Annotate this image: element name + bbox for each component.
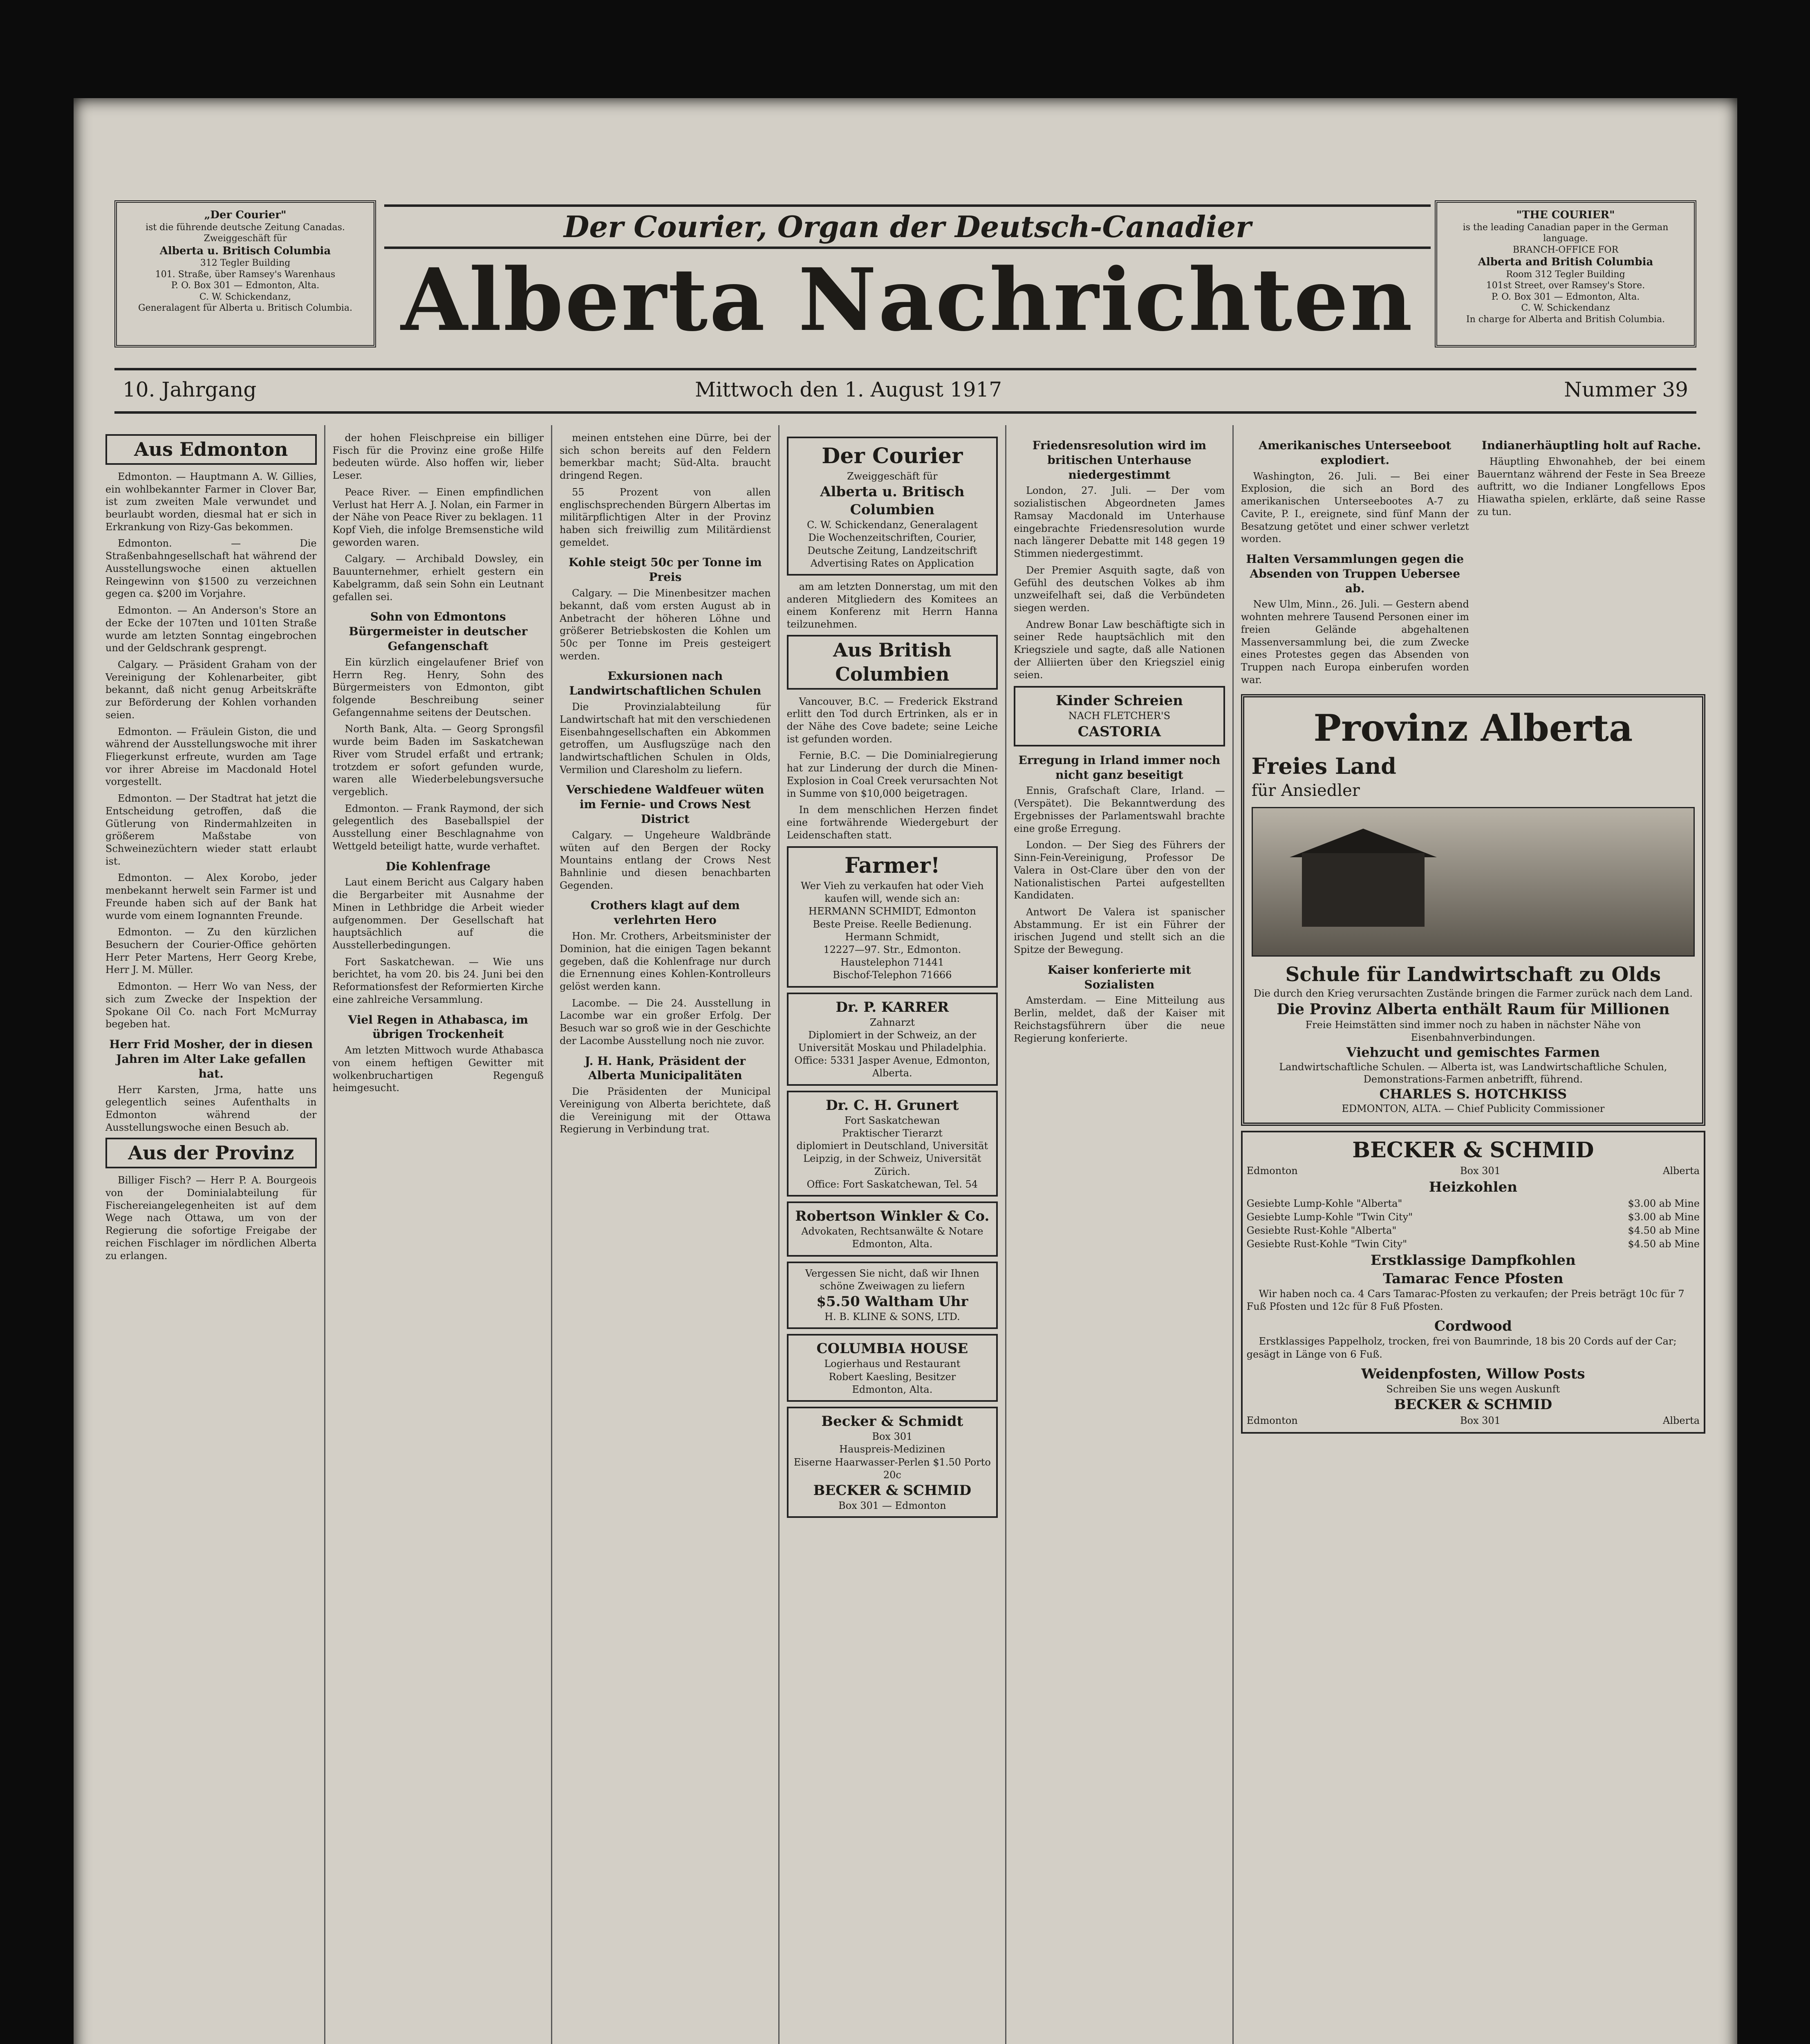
article-paragraph: Die Präsidenten der Municipal Vereinigung von Alberta berichtete, daß die Vereinigung mit der Ottawa Regierung in Verbindung trat. — [560, 1086, 771, 1135]
article-paragraph: Calgary. — Archibald Dowsley, ein Bauunternehmer, erhielt gestern ein Kabelgramm, daß sein Sohn ein Leutnant gefallen sei. — [332, 553, 544, 603]
article-paragraph: Edmonton. — Der Stadtrat hat jetzt die Entscheidung getroffen, daß die Gütlerung von Rindermahlzeiten in größerem Maßstabe von Schweinezüchtern wieder statt erlaubt ist. — [105, 793, 317, 867]
ad-address-row — [1247, 1165, 1700, 1177]
courier-ad — [787, 437, 998, 576]
ad-paragraph: Erstklassiges Pappelholz, trocken, frei von Baumrinde, 18 bis 20 Cords auf der Car; gesägt in Länge von 6 Fuß. — [1246, 1336, 1677, 1360]
ad-title: Dr. P. KARRER — [836, 999, 949, 1015]
ad-subheading: Erstklassige Dampfkohlen — [1370, 1252, 1576, 1269]
ad-line: Alberta u. Britisch Columbien — [820, 483, 965, 518]
article-headline: Viel Regen in Athabasca, im übrigen Trockenheit — [348, 1013, 529, 1041]
ad-title: Der Courier — [822, 444, 963, 468]
article-headline: Amerikanisches Unterseeboot explodiert. — [1259, 439, 1452, 467]
ad-line: diplomiert in Deutschland, Universität Leipzig, in der Schweiz, Universität Zürich. — [796, 1140, 988, 1177]
masthead — [98, 114, 1713, 425]
ad-line: HERMANN SCHMIDT, Edmonton — [808, 905, 976, 917]
ad-line: Edmonton, Alta. — [852, 1383, 933, 1395]
article-headline: Halten Versammlungen gegen die Absenden von Truppen Uebersee ab. — [1246, 552, 1464, 595]
ad-line: H. B. KLINE & SONS, LTD. — [824, 1311, 960, 1323]
column-4 — [780, 425, 1007, 2044]
price-row — [1247, 1224, 1700, 1237]
article-paragraph: Edmonton. — Herr Wo van Ness, der sich zum Zwecke der Inspektion der Spokane Oil Co. nach Fort McMurray begeben hat. — [105, 981, 317, 1030]
ear-line: C. W. Schickendanz — [1521, 303, 1610, 313]
section-heading: Aus Edmonton — [105, 434, 317, 465]
article-paragraph: Edmonton. — An Anderson's Store an der Ecke der 107ten und 101ten Straße wurde am letzten Sonntag eingebrochen und der Geldschrank gesprengt. — [105, 605, 317, 654]
article-paragraph: Calgary. — Die Minenbesitzer machen bekannt, daß vom ersten August ab in Anbetracht der höheren Löhne und größerer Betriebskosten die Kohlen um 50c per Tonne im Preis gesteigert werden. — [560, 587, 771, 662]
ad-line: Vergessen Sie nicht, daß wir Ihnen schöne Zweiwagen zu liefern — [805, 1267, 979, 1292]
article-paragraph: Billiger Fisch? — Herr P. A. Bourgeois von der Dominialabteilung für Fischereiangelegenheiten ist auf dem Wege nach Ottawa, um von der Regierung die sofortige Freigabe der reichen Fischlager im nördlichen Alberta zu erlangen. — [105, 1174, 317, 1262]
article-headline: J. H. Hank, Präsident der Alberta Municipalitäten — [585, 1054, 746, 1083]
ad-line: Box 301 — [872, 1431, 913, 1443]
ear-line: Alberta u. Britisch Columbia — [159, 244, 331, 257]
article-paragraph: Antwort De Valera ist spanischer Abstammung. Er ist ein Führer der irischen Jugend und stellt sich an die Spitze der Bewegung. — [1014, 906, 1225, 956]
article-paragraph: Fort Saskatchewan. — Wie uns berichtet, ha vom 20. bis 24. Juni bei den Reformationsfest der Reformierten Kirche eine zahlreiche Versammlung. — [332, 956, 544, 1005]
article-paragraph: Edmonton. — Fräulein Giston, die und während der Ausstellungswoche mit ihrer Fliegerkunst erfreute, wurden am Tage vor ihrer Abreise im Macdonald Hotel vorgestellt. — [105, 726, 317, 788]
ad-line: $5.50 Waltham Uhr — [816, 1293, 968, 1310]
article-paragraph: Der Premier Asquith sagte, daß von Gefühl des deutschen Volkes ab ihm unzweifelhaft sei, daß die Verbündeten siegen werden. — [1014, 564, 1225, 614]
ad-footer-title: BECKER & SCHMID — [1394, 1396, 1552, 1413]
becker-schmid-price-list — [1241, 1131, 1705, 1434]
article-paragraph: Laut einem Bericht aus Calgary haben die Bergarbeiter mit Ausnahme der Minen in Lethbridge die Arbeit wieder aufgenommen. Der Gesellschaft hat hauptsächlich auf die Ausstellerbedingungen. — [332, 876, 544, 951]
ad-title: Farmer! — [845, 853, 940, 879]
price-item: Gesiebte Rust-Kohle "Twin City" — [1246, 1238, 1407, 1250]
farmer-ad — [787, 846, 998, 987]
ear-line: Room 312 Tegler Building — [1506, 269, 1625, 280]
news-left — [1241, 432, 1469, 690]
ad-line: Hauspreis-Medizinen — [839, 1443, 945, 1455]
column-6 — [1234, 425, 1713, 2044]
price-value: $4.50 ab Mine — [1628, 1238, 1700, 1250]
ad-line: Beste Preise. Reelle Bedienung. — [813, 918, 972, 930]
ad-line: Haustelephon 71441 — [840, 957, 944, 968]
issue-number: Nummer 39 — [1564, 378, 1688, 401]
ear-line: Generalagent für Alberta u. Britisch Columbia. — [138, 303, 352, 313]
ear-line: ist die führende deutsche Zeitung Canadas. — [146, 222, 345, 233]
article-paragraph: Herr Karsten, Jrma, hatte uns gelegentlich seines Aufenthalts in Edmonton während der Ausstellungswoche einen Besuch ab. — [105, 1084, 317, 1133]
article-paragraph: Fernie, B.C. — Die Dominialregierung hat zur Linderung der durch die Minen-Explosion in Coal Creek verursachten Not in Summe von $10,000 beigetragen. — [786, 750, 998, 799]
article-paragraph: Vancouver, B.C. — Frederick Ekstrand erlitt den Tod durch Ertrinken, als er in der Nähe des Cove badete; seine Leiche ist gefunden worden. — [786, 695, 998, 745]
article-headline: Indianerhäuptling holt auf Rache. — [1481, 439, 1701, 452]
ad-line: BECKER & SCHMID — [813, 1482, 972, 1499]
article-headline: Crothers klagt auf dem verlehrten Hero — [590, 899, 740, 927]
price-item: Gesiebte Rust-Kohle "Alberta" — [1246, 1225, 1397, 1237]
article-paragraph: Häuptling Ehwonahheb, der bei einem Bauerntanz während der Feste in Sea Breeze auftritt, wo die Indianer Longfellows Epos Hiawatha spielen, erklärte, daß seine Rasse zu tun. — [1477, 455, 1706, 518]
farmhouse-image — [1252, 807, 1695, 957]
column-1 — [98, 425, 325, 2044]
ad-line: C. W. Schickendanz, Generalagent — [807, 519, 978, 531]
article-paragraph: London. — Der Sieg des Führers der Sinn-Fein-Vereinigung, Professor De Valera in Ost-Clare über den von der Nationalistischen Partei aufgestellten Kandidaten. — [1014, 839, 1225, 901]
ad-title: Becker & Schmidt — [821, 1413, 963, 1430]
column-3 — [552, 425, 780, 2044]
newspaper-page — [74, 98, 1737, 2044]
ad-line: Edmonton, Alta. — [852, 1238, 933, 1250]
ad-line: Praktischer Tierarzt — [842, 1127, 943, 1139]
article-paragraph: Edmonton. — Zu den kürzlichen Besuchern der Courier-Office gehörten Herr Peter Martens, Herr Georg Krebe, Herr J. M. Müller. — [105, 926, 317, 976]
price-row — [1247, 1197, 1700, 1210]
ad-line: 12227—97. Str., Edmonton. — [823, 944, 961, 955]
left-ear-box — [114, 200, 376, 347]
issue-date: Mittwoch den 1. August 1917 — [695, 378, 1002, 401]
ad-line: Diplomiert in der Schweiz, an der Universität Moskau und Philadelphia. — [798, 1029, 986, 1054]
ad-line: Logierhaus und Restaurant — [824, 1358, 961, 1370]
ear-line: P. O. Box 301 — Edmonton, Alta. — [1491, 291, 1640, 302]
box: Box 301 — [1460, 1415, 1501, 1427]
city: Edmonton — [1246, 1415, 1298, 1427]
masthead-title: Alberta Nachrichten — [401, 249, 1414, 350]
ear-line: In charge for Alberta and British Columbia. — [1466, 314, 1665, 325]
ear-line: C. W. Schickendanz, — [199, 291, 291, 302]
volume-year: 10. Jahrgang — [123, 378, 257, 401]
article-paragraph: Peace River. — Einen empfindlichen Verlust hat Herr A. J. Nolan, ein Farmer in der Nähe von Peace River zu beklagen. 11 Kopf Vieh, die infolge Bremsenstiche wild geworden waren. — [332, 486, 544, 548]
columns — [98, 425, 1713, 2044]
price-item: Gesiebte Lump-Kohle "Alberta" — [1246, 1197, 1402, 1209]
article-paragraph: Hon. Mr. Crothers, Arbeitsminister der Dominion, hat die einigen Tagen bekannt gegeben, daß die Kohlenfrage nur durch die Ernennung eines Kohlen-Kontrolleurs gelöst werden kann. — [560, 930, 771, 993]
ad-line: Viehzucht und gemischtes Farmen — [1346, 1044, 1600, 1060]
price-item: Gesiebte Lump-Kohle "Twin City" — [1246, 1211, 1413, 1223]
ad-line: Office: Fort Saskatchewan, Tel. 54 — [806, 1178, 978, 1190]
ad-line: Zweiggeschäft für — [847, 470, 938, 482]
article-paragraph: Lacombe. — Die 24. Ausstellung in Lacombe war ein großer Erfolg. Der Besuch war so groß wie in der Geschichte der Lacombe Ausstellung noch nie zuvor. — [560, 997, 771, 1047]
article-paragraph: der hohen Fleischpreise ein billiger Fisch für die Provinz eine große Hilfe bedeuten würde. Also hoffen wir, lieber Leser. — [332, 432, 544, 482]
article-paragraph: meinen entstehen eine Dürre, bei der sich schon bereits auf den Feldern bemerkbar macht; Süd-Alta. braucht dringend Regen. — [560, 432, 771, 482]
ad-line: Fort Saskatchewan — [845, 1114, 940, 1126]
article-paragraph: Washington, 26. Juli. — Bei einer Explosion, die sich an Bord des amerikanischen Unterseebootes A-7 zu Cavite, P. I., ereignete, sind fünf Mann der Besatzung getötet und einer schwer verletzt worden. — [1241, 470, 1469, 545]
ad-line: Advertising Rates on Application — [810, 557, 974, 569]
price-value: $3.00 ab Mine — [1628, 1211, 1700, 1223]
karrer-ad — [787, 993, 998, 1086]
article-headline: Kaiser konferierte mit Sozialisten — [1047, 963, 1191, 991]
province: Alberta — [1663, 1165, 1700, 1177]
article-paragraph: Edmonton. — Die Straßenbahngesellschaft hat während der Ausstellungswoche einen aktuellen Reingewinn von $1500 zu verzeichnen gegen ca. $200 im Vorjahre. — [105, 538, 317, 600]
section-heading: Aus der Provinz — [105, 1138, 317, 1168]
article-paragraph: Edmonton. — Frank Raymond, der sich gelegentlich des Baseballspiel der Ausstellung einer Beschlagnahme von Wettgeld beteiligt hatte, wurde verhaftet. — [332, 802, 544, 852]
article-paragraph: Edmonton. — Hauptmann A. W. Gillies, ein wohlbekannter Farmer in Clover Bar, ist zum zweiten Male verwundet und beurlaubt worden, diesmal hat er sich in Erkrankung von Rizy-Gas bekommen. — [105, 471, 317, 533]
ad-subheading: Cordwood — [1434, 1318, 1512, 1335]
ad-subheading: Heizkohlen — [1429, 1179, 1517, 1196]
article-headline: Friedensresolution wird im britischen Unterhause niedergestimmt — [1032, 439, 1207, 482]
article-paragraph: 55 Prozent von allen englischsprechenden Bürgern Albertas im militärpflichtigen Alter in der Provinz haben sich freiwillig zum Militärdienst gemeldet. — [560, 486, 771, 548]
article-headline: Exkursionen nach Landwirtschaftlichen Schulen — [569, 669, 762, 698]
dateline — [114, 368, 1696, 414]
ad-line: Freies Land — [1251, 753, 1396, 779]
ad-subheading: Weidenpfosten, Willow Posts — [1361, 1365, 1585, 1382]
price-row — [1247, 1238, 1700, 1251]
ad-line: Eiserne Haarwasser-Perlen $1.50 Porto 20c — [793, 1456, 991, 1481]
box: Box 301 — [1460, 1165, 1501, 1177]
ad-title: Dr. C. H. Grunert — [826, 1097, 959, 1114]
ear-line: P. O. Box 301 — Edmonton, Alta. — [171, 280, 320, 291]
ad-line: Office: 5331 Jasper Avenue, Edmonton, Alberta. — [794, 1055, 990, 1079]
ad-title: Provinz Alberta — [1313, 706, 1633, 750]
ad-line: Advokaten, Rechtsanwälte & Notare — [801, 1226, 983, 1237]
column-2 — [325, 425, 553, 2044]
article-headline: Die Kohlenfrage — [385, 859, 491, 873]
section-heading: Aus British Columbien — [787, 635, 998, 690]
ad-title: BECKER & SCHMID — [1352, 1137, 1594, 1163]
ad-line: für Ansiedler — [1251, 781, 1360, 800]
ad-line: Schule für Landwirtschaft zu Olds — [1285, 963, 1661, 986]
castoria-ad — [1014, 686, 1225, 746]
article-headline: Kohle steigt 50c per Tonne im Preis — [568, 556, 762, 584]
article-paragraph: am am letzten Donnerstag, um mit den anderen Mitgliedern des Komitees an einem Konferenz mit Herrn Hanna teilzunehmen. — [786, 580, 998, 630]
ad-line: Robert Kaesling, Besitzer — [829, 1371, 956, 1383]
article-paragraph: Calgary. — Ungeheure Waldbrände wüten auf den Bergen der Rocky Mountains entlang der Crows Nest Bahnlinie und diesen benachbarten Gegenden. — [560, 829, 771, 891]
article-paragraph: Andrew Bonar Law beschäftigte sich in seiner Rede hauptsächlich mit den Kriegsziele und sagte, daß alle Nationen der Alliierten über den Kriegsziel einig seien. — [1014, 619, 1225, 681]
ear-line: Alberta and British Columbia — [1478, 256, 1653, 268]
right-ear-box — [1435, 200, 1696, 347]
article-paragraph: London, 27. Juli. — Der vom sozialistischen Abgeordneten James Ramsay Macdonald im Unterhause eingebrachte Friedensresolution wurde nach längerer Debatte mit 148 gegen 19 Stimmen niedergestimmt. — [1014, 485, 1225, 560]
news-right — [1477, 432, 1705, 690]
ad-line: CHARLES S. HOTCHKISS — [1379, 1086, 1567, 1102]
ad-line: Hermann Schmidt, — [845, 931, 940, 943]
grunert-ad — [787, 1091, 998, 1197]
columbia-house-ad — [787, 1334, 998, 1402]
ad-line: EDMONTON, ALTA. — Chief Publicity Commissioner — [1342, 1103, 1605, 1114]
ad-line: NACH FLETCHER'S — [1068, 710, 1171, 722]
provinz-alberta-ad — [1241, 694, 1705, 1125]
article-paragraph: Die Provinzialabteilung für Landwirtschaft hat mit den verschiedenen Eisenbahngesellschaften ein Abkommen getroffen, um Ausflugszüge nach den landwirtschaftlichen Schulen in Olds, Vermilion und Claresholm zu liefern. — [560, 701, 771, 775]
article-paragraph: North Bank, Alta. — Georg Sprongsfil wurde beim Baden im Saskatchewan River vom Strudel erfaßt und ertrank; trotzdem er sofort gefunden wurde, waren alle Wiederbelebungsversuche vergeblich. — [332, 723, 544, 798]
ad-line: Landwirtschaftliche Schulen. — Alberta ist, was Landwirtschaftliche Schulen, Demonstrations-Farmen anbetrifft, führend. — [1279, 1061, 1667, 1085]
ad-title: Robertson Winkler & Co. — [795, 1208, 990, 1224]
city: Edmonton — [1246, 1165, 1298, 1177]
ear-line: Zweiggeschäft für — [204, 233, 287, 244]
ad-line: Freie Heimstätten sind immer noch zu haben in nächster Nähe von Eisenbahnverbindungen. — [1305, 1019, 1641, 1043]
kline-ad — [787, 1262, 998, 1329]
price-row — [1247, 1211, 1700, 1224]
column-5 — [1006, 425, 1234, 2044]
ad-title: Kinder Schreien — [1055, 693, 1183, 709]
article-paragraph: New Ulm, Minn., 26. Juli. — Gestern abend wohnten mehrere Tausend Personen einer im freien Gelände abgehaltenen Massenversammlung bei, die zum Zwecke eines Protestes gegen das Absenden von Truppen nach Europa einberufen worden war. — [1241, 598, 1469, 686]
article-paragraph: Ennis, Grafschaft Clare, Irland. — (Verspätet). Die Bekanntwerdung des Ergebnisses der Parlamentswahl brachte eine große Erregung. — [1014, 785, 1225, 834]
ad-subheading: Tamarac Fence Pfosten — [1383, 1270, 1564, 1287]
ear-line: 312 Tegler Building — [200, 258, 291, 268]
ad-paragraph: Wir haben noch ca. 4 Cars Tamarac-Pfosten zu verkaufen; der Preis beträgt 10c für 7 Fuß Pfosten und 12c für 8 Fuß Pfosten. — [1246, 1288, 1685, 1312]
ad-address-row — [1247, 1414, 1700, 1427]
ear-line: 101. Straße, über Ramsey's Warenhaus — [155, 269, 336, 280]
ad-line: Box 301 — Edmonton — [838, 1500, 946, 1512]
article-paragraph: In dem menschlichen Herzen findet eine fortwährende Wiedergeburt der Leidenschaften statt. — [786, 804, 998, 841]
ad-line: Bischof-Telephon 71666 — [833, 969, 952, 981]
article-paragraph: Amsterdam. — Eine Mitteilung aus Berlin, meldet, daß der Kaiser mit Reichstagsführern über die neue Regierung konferierte. — [1014, 995, 1225, 1044]
ad-line: Die Wochenzeitschriften, Courier, Deutsche Zeitung, Landzeitschrift — [807, 532, 977, 556]
ad-line: Zahnarzt — [869, 1016, 915, 1028]
ad-line: Die Provinz Alberta enthält Raum für Millionen — [1277, 1001, 1670, 1018]
becker-schmidt-ad — [787, 1407, 998, 1518]
house-body — [1302, 853, 1425, 927]
price-value: $3.00 ab Mine — [1628, 1197, 1700, 1209]
article-paragraph: Am letzten Mittwoch wurde Athabasca von einem heftigen Gewitter mit wolkenbruchartigen Regenguß heimgesucht. — [332, 1044, 544, 1094]
article-headline: Sohn von Edmontons Bürgermeister in deutscher Gefangenschaft — [349, 610, 528, 653]
ad-line: CASTORIA — [1077, 723, 1161, 740]
ad-line: Schreiben Sie uns wegen Auskunft — [1386, 1383, 1560, 1395]
robertson-ad — [787, 1201, 998, 1257]
ear-line: BRANCH-OFFICE FOR — [1512, 244, 1619, 255]
price-value: $4.50 ab Mine — [1628, 1225, 1700, 1237]
article-headline: Erregung in Irland immer noch nicht ganz beseitigt — [1018, 753, 1221, 782]
ad-line: Wer Vieh zu verkaufen hat oder Vieh kaufen will, wende sich an: — [800, 880, 984, 905]
article-paragraph: Calgary. — Präsident Graham von der Vereinigung der Kohlenarbeiter, gibt bekannt, daß nicht genug Arbeitskräfte zur Beförderung der Kohlen vorhanden seien. — [105, 659, 317, 721]
ear-line: "THE COURIER" — [1516, 209, 1615, 221]
masthead-subtitle: Der Courier, Organ der Deutsch-Canadier — [384, 204, 1431, 249]
ear-line: „Der Courier" — [204, 209, 287, 221]
ear-line: is the leading Canadian paper in the German language. — [1463, 222, 1669, 244]
ad-line: Die durch den Krieg verursachten Zustände bringen die Farmer zurück nach dem Land. — [1253, 988, 1693, 1000]
article-headline: Herr Frid Mosher, der in diesen Jahren im Alter Lake gefallen hat. — [109, 1038, 313, 1080]
article-paragraph: Ein kürzlich eingelaufener Brief von Herrn Reg. Henry, Sohn des Bürgermeisters von Edmonton, gibt folgende Beschreibung seiner Gefangennahme seitens der Deutschen. — [332, 656, 544, 718]
article-paragraph: Edmonton. — Alex Korobo, jeder menbekannt herwelt sein Farmer ist und Freunde haben sich auf der Bank hat wurde vom einem Iognannten Freunde. — [105, 872, 317, 921]
article-headline: Verschiedene Waldfeuer wüten im Fernie- und Crows Nest District — [566, 783, 764, 826]
ear-line: 101st Street, over Ramsey's Store. — [1486, 280, 1645, 291]
ad-title: COLUMBIA HOUSE — [816, 1340, 968, 1357]
top-news-row — [1241, 432, 1705, 690]
province: Alberta — [1663, 1415, 1700, 1427]
